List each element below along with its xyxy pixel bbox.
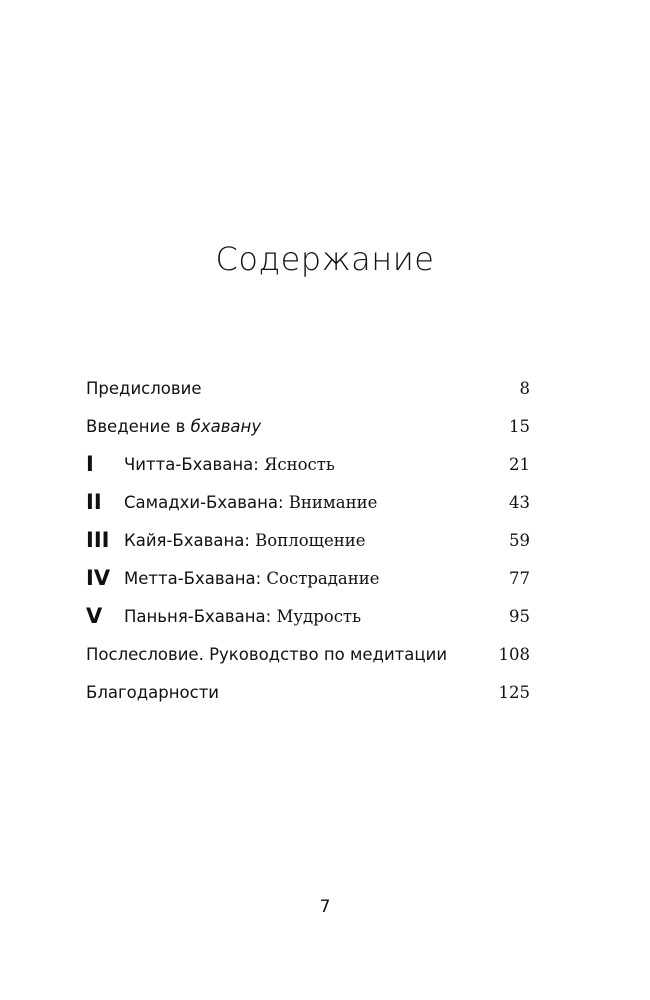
- toc-page-number: 125: [498, 682, 530, 702]
- toc-entry-chapter-1[interactable]: [86, 445, 530, 483]
- chapter-prefix: Паньня-Бхавана:: [124, 606, 277, 626]
- toc-entry-label: [124, 455, 335, 474]
- chapter-numeral: III: [86, 528, 110, 552]
- toc-entry-label-plain: Введение в: [86, 416, 191, 436]
- toc-entry-chapter-5[interactable]: [86, 597, 530, 635]
- toc-entry-chapter-2[interactable]: [86, 483, 530, 521]
- toc-page-number: 15: [509, 416, 530, 436]
- toc-page-number: 77: [509, 568, 530, 588]
- toc-entry-chapter-4[interactable]: [86, 559, 530, 597]
- chapter-numeral: II: [86, 490, 102, 514]
- chapter-prefix: Самадхи-Бхавана:: [124, 492, 289, 512]
- toc-page-number: 8: [519, 378, 530, 398]
- page-title: Содержание: [215, 240, 435, 278]
- toc-entry-preface[interactable]: [86, 369, 530, 407]
- chapter-prefix: Читта-Бхавана:: [124, 454, 265, 474]
- toc-entry-introduction[interactable]: [86, 407, 530, 445]
- chapter-numeral: V: [86, 604, 103, 628]
- toc-page-number: 43: [509, 492, 530, 512]
- toc-entry-label: [124, 569, 380, 588]
- chapter-name: Мудрость: [276, 606, 362, 626]
- toc-page-number: 108: [498, 644, 530, 664]
- toc-entry-label-italic: бхавану: [190, 416, 262, 436]
- toc-entry-label: [124, 493, 377, 512]
- toc-page-number: 95: [509, 606, 530, 626]
- toc-entry-label: [124, 607, 361, 626]
- chapter-name: Сострадание: [266, 568, 380, 588]
- chapter-name: Ясность: [264, 454, 335, 474]
- chapter-name: Воплощение: [255, 530, 366, 550]
- chapter-numeral: IV: [86, 566, 111, 590]
- toc-entry-chapter-3[interactable]: [86, 521, 530, 559]
- chapter-prefix: Метта-Бхавана:: [124, 568, 267, 588]
- chapter-prefix: Кайя-Бхавана:: [124, 530, 256, 550]
- chapter-numeral: I: [86, 452, 94, 476]
- table-of-contents: [86, 369, 530, 711]
- toc-entry-label: Благодарности: [86, 682, 220, 702]
- toc-page-number: 59: [509, 530, 530, 550]
- toc-entry-label: [86, 417, 261, 436]
- chapter-name: Внимание: [288, 492, 378, 512]
- page-number: 7: [319, 897, 331, 917]
- toc-page-number: 21: [509, 454, 530, 474]
- toc-entry-label: Предисловие: [86, 378, 202, 398]
- toc-entry-afterword[interactable]: [86, 635, 530, 673]
- toc-entry-acknowledgements[interactable]: [86, 673, 530, 711]
- toc-entry-label: [124, 531, 366, 550]
- toc-entry-label: Послесловие. Руководство по медитации: [86, 644, 448, 664]
